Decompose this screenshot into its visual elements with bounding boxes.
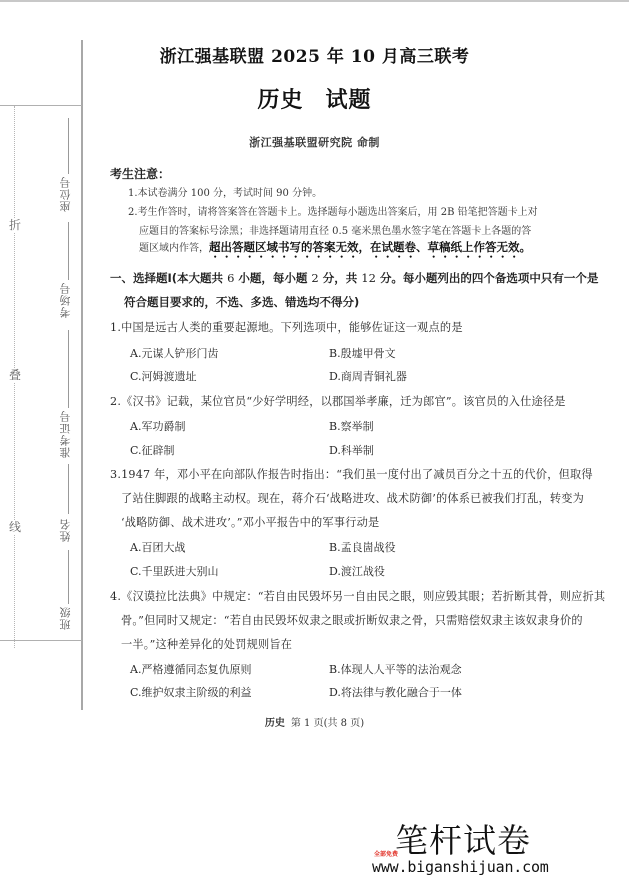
- fold-char-zhe: 折: [8, 218, 21, 232]
- option-a: A.军功爵制: [130, 420, 186, 433]
- footer-subject: 历史: [264, 718, 285, 729]
- notice-item-2-tail: 题区域内作答，: [139, 243, 209, 254]
- option-b: B.察举制: [329, 420, 374, 433]
- section-heading: [110, 270, 598, 286]
- field-rule: [68, 464, 69, 514]
- subject-suffix: 试题: [325, 87, 372, 113]
- admission-ticket-label: 准考证号: [59, 410, 72, 458]
- notice-emphasis: 超出答题区域书写的答案无效，在试题卷、草稿纸上作答无效。: [209, 240, 531, 254]
- option-d: D.科举制: [329, 444, 374, 457]
- question-stem: 2.《汉书》记载，某位官员“少好学明经，以郡国举孝廉，迁为郎官”。该官员的入仕途径是: [110, 395, 566, 408]
- page-footer: [0, 714, 629, 729]
- question-count: 6: [227, 271, 235, 285]
- question-stem: 4.《汉谟拉比法典》中规定：“若自由民毁坏另一自由民之眼，则应毁其眼；若折断其骨，则应折其: [110, 590, 606, 603]
- question-stem-cont: 一半。”这种差异化的处罚规则旨在: [121, 638, 293, 651]
- name-label: 姓名: [59, 518, 72, 542]
- option-d: D.商周青铜礼器: [329, 370, 407, 383]
- option-b: B.体现人人平等的法治观念: [329, 663, 462, 676]
- field-rule: [68, 222, 69, 280]
- section-mid2: 分，共: [322, 271, 358, 285]
- option-b: B.殷墟甲骨文: [329, 347, 396, 360]
- watermark-badge: 全部免费: [374, 851, 399, 858]
- subject-title: [0, 83, 629, 114]
- option-a: A.元谋人铲形门齿: [130, 347, 219, 360]
- exam-title: 浙江强基联盟 2025 年 10 月高三联考: [159, 47, 470, 67]
- option-b: B.孟良崮战役: [329, 541, 396, 554]
- each-score: 2: [311, 271, 319, 285]
- notice-heading: 考生注意：: [110, 167, 171, 181]
- option-c: C.维护奴隶主阶级的利益: [130, 686, 252, 699]
- section-heading-cont: 符合题目要求的，不选、多选、错选均不得分): [124, 295, 360, 309]
- option-a: A.严格遵循同态复仇原则: [130, 663, 252, 676]
- option-d: D.渡江战役: [329, 565, 385, 578]
- notice-item-1: 1.本试卷满分 100 分，考试时间 90 分钟。: [128, 188, 323, 199]
- option-d: D.将法律与教化融合于一体: [329, 686, 462, 699]
- footer-page-number: 第 1 页(共 8 页): [290, 718, 365, 729]
- field-rule: [68, 550, 69, 604]
- subject-name: 历史: [257, 87, 304, 113]
- notice-item-2-cont: 应题目的答案标号涂黑；非选择题请用直径 0.5 毫米黑色墨水签字笔在答题卡上各题的答: [139, 226, 532, 237]
- top-border: [0, 0, 629, 2]
- question-stem: 3.1947 年，邓小平在向部队作报告时指出：“我们虽一度付出了减员百分之十五的代价，但取得: [110, 468, 593, 481]
- total-score: 12: [361, 271, 376, 285]
- section-prefix: 一、选择题Ⅰ(本大题共: [110, 271, 224, 285]
- author-line: 浙江强基联盟研究院 命制: [249, 136, 380, 149]
- option-c: C.河姆渡遗址: [130, 370, 197, 383]
- exam-room-label: 考场号: [59, 282, 72, 318]
- field-rule: [68, 330, 69, 408]
- question-stem-cont: 了站住脚跟的战略主动权。现在，蒋介石‘战略进攻、战术防御’的体系已被我们打乱，转变为: [121, 492, 585, 505]
- notice-item-2: 2.考生作答时，请将答案答在答题卡上。选择题每小题选出答案后，用 2B 铅笔把答题卡上对: [128, 207, 538, 218]
- class-label: 班级: [59, 606, 72, 630]
- watermark-url: www.biganshijuan.com: [372, 858, 549, 876]
- fold-char-die: 叠: [8, 368, 21, 382]
- notice-item-2-end: [139, 239, 531, 261]
- question-stem-cont: ‘战略防御、战术进攻’。”邓小平报告中的军事行动是: [121, 516, 380, 529]
- fold-char-xian: 线: [8, 520, 21, 534]
- watermark-brand: 笔杆试卷: [395, 821, 531, 860]
- section-mid1: 小题，每小题: [238, 271, 308, 285]
- option-c: C.千里跃进大别山: [130, 565, 219, 578]
- question-stem-cont: 骨。”但同时又规定：“若自由民毁坏奴隶之眼或折断奴隶之骨，只需赔偿奴隶主该奴隶身价的: [121, 614, 583, 627]
- option-a: A.百团大战: [130, 541, 186, 554]
- section-suffix: 分。每小题列出的四个备选项中只有一个是: [379, 271, 599, 285]
- seat-number-label: 座位号: [59, 176, 72, 212]
- option-c: C.征辟制: [130, 444, 175, 457]
- binding-bottom-line: [0, 640, 82, 641]
- question-stem: 1.中国是远古人类的重要起源地。下列选项中，能够佐证这一观点的是: [110, 321, 463, 334]
